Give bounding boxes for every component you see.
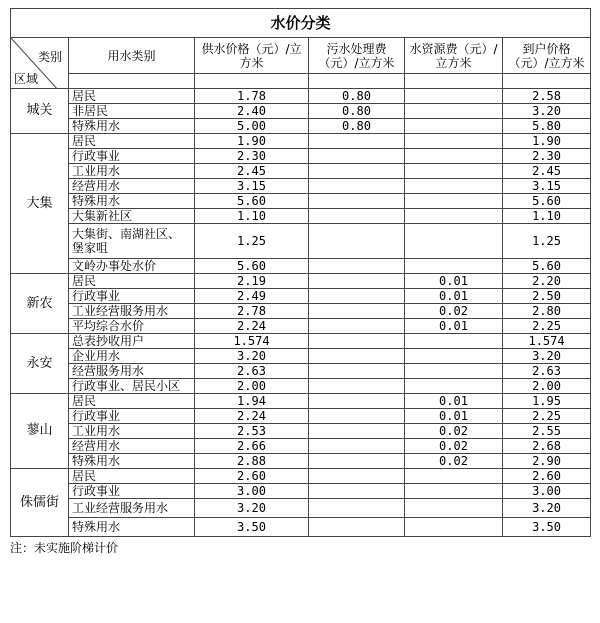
- supply-price-cell: 2.78: [195, 304, 309, 319]
- table-row: [11, 209, 591, 224]
- total-price-cell: 1.95: [503, 394, 591, 409]
- total-price-cell: 2.63: [503, 364, 591, 379]
- header-total-price: 到户价格（元）/立方米: [503, 38, 591, 74]
- water-type-cell: 文岭办事处水价: [69, 259, 195, 274]
- table-row: [11, 379, 591, 394]
- table-row: [11, 484, 591, 499]
- table-row: [11, 164, 591, 179]
- table-row: [11, 364, 591, 379]
- water-type-cell: 平均综合水价: [69, 319, 195, 334]
- total-price-cell: 2.20: [503, 274, 591, 289]
- sewage-fee-cell: [309, 349, 405, 364]
- water-type-cell: 居民: [69, 274, 195, 289]
- supply-price-cell: 5.60: [195, 194, 309, 209]
- total-price-cell: 3.20: [503, 499, 591, 518]
- sewage-fee-cell: [309, 289, 405, 304]
- sewage-fee-cell: [309, 424, 405, 439]
- total-price-cell: 5.80: [503, 119, 591, 134]
- resource-fee-cell: 0.02: [405, 454, 503, 469]
- sewage-fee-cell: [309, 334, 405, 349]
- table-row: [11, 134, 591, 149]
- total-price-cell: 3.50: [503, 518, 591, 537]
- water-type-cell: 企业用水: [69, 349, 195, 364]
- resource-fee-cell: [405, 364, 503, 379]
- resource-fee-cell: [405, 484, 503, 499]
- header-category-label: 类别: [37, 50, 62, 64]
- total-price-cell: 5.60: [503, 259, 591, 274]
- resource-fee-cell: 0.01: [405, 394, 503, 409]
- total-price-cell: 2.68: [503, 439, 591, 454]
- table-row: [11, 518, 591, 537]
- water-type-cell: 特殊用水: [69, 119, 195, 134]
- total-price-cell: 1.574: [503, 334, 591, 349]
- table-row: [11, 334, 591, 349]
- water-type-cell: 工业经营服务用水: [69, 499, 195, 518]
- total-price-cell: 2.58: [503, 89, 591, 104]
- water-type-cell: 居民: [69, 394, 195, 409]
- supply-price-cell: 3.20: [195, 349, 309, 364]
- water-type-cell: 大集新社区: [69, 209, 195, 224]
- total-price-cell: 3.00: [503, 484, 591, 499]
- resource-fee-cell: [405, 209, 503, 224]
- region-name: 永安: [11, 334, 69, 394]
- water-type-cell: 经营服务用水: [69, 364, 195, 379]
- supply-price-cell: 2.49: [195, 289, 309, 304]
- region-name: 大集: [11, 134, 69, 274]
- region-name: 蓼山: [11, 394, 69, 469]
- resource-fee-cell: 0.01: [405, 409, 503, 424]
- water-type-cell: 工业经营服务用水: [69, 304, 195, 319]
- total-price-cell: 2.80: [503, 304, 591, 319]
- resource-fee-cell: [405, 164, 503, 179]
- supply-price-cell: 2.60: [195, 469, 309, 484]
- water-type-cell: 特殊用水: [69, 518, 195, 537]
- resource-fee-cell: [405, 334, 503, 349]
- water-type-cell: 工业用水: [69, 424, 195, 439]
- supply-price-cell: 2.88: [195, 454, 309, 469]
- resource-fee-cell: [405, 119, 503, 134]
- table-row: [11, 274, 591, 289]
- total-price-cell: 2.25: [503, 409, 591, 424]
- total-price-cell: 3.20: [503, 349, 591, 364]
- supply-price-cell: 1.10: [195, 209, 309, 224]
- sewage-fee-cell: [309, 224, 405, 259]
- water-type-cell: 行政事业: [69, 484, 195, 499]
- water-type-cell: 行政事业: [69, 409, 195, 424]
- supply-price-cell: 5.00: [195, 119, 309, 134]
- table-row: [11, 104, 591, 119]
- table-row: [11, 409, 591, 424]
- sewage-fee-cell: [309, 379, 405, 394]
- table-row: [11, 149, 591, 164]
- sewage-fee-cell: [309, 518, 405, 537]
- supply-price-cell: 3.15: [195, 179, 309, 194]
- sewage-fee-cell: [309, 454, 405, 469]
- table-title: 水价分类: [11, 9, 591, 38]
- water-type-cell: 行政事业: [69, 149, 195, 164]
- supply-price-cell: 1.574: [195, 334, 309, 349]
- table-row: [11, 259, 591, 274]
- resource-fee-cell: [405, 224, 503, 259]
- table-row: [11, 119, 591, 134]
- supply-price-cell: 2.40: [195, 104, 309, 119]
- supply-price-cell: 1.90: [195, 134, 309, 149]
- table-row: [11, 89, 591, 104]
- resource-fee-cell: [405, 499, 503, 518]
- supply-price-cell: 2.19: [195, 274, 309, 289]
- water-type-cell: 经营用水: [69, 439, 195, 454]
- table-row: [11, 499, 591, 518]
- water-type-cell: 行政事业、居民小区: [69, 379, 195, 394]
- total-price-cell: 2.00: [503, 379, 591, 394]
- resource-fee-cell: 0.02: [405, 439, 503, 454]
- region-name: 城关: [11, 89, 69, 134]
- sewage-fee-cell: [309, 194, 405, 209]
- table-row: [11, 179, 591, 194]
- table-footnote: 注：未实施阶梯计价: [10, 541, 119, 555]
- resource-fee-cell: [405, 89, 503, 104]
- resource-fee-cell: 0.01: [405, 289, 503, 304]
- water-type-cell: 大集街、南湖社区、堡家咀: [69, 224, 195, 259]
- water-type-cell: 总表抄收用户: [69, 334, 195, 349]
- supply-price-cell: 1.78: [195, 89, 309, 104]
- water-type-cell: 经营用水: [69, 179, 195, 194]
- total-price-cell: 2.90: [503, 454, 591, 469]
- total-price-cell: 5.60: [503, 194, 591, 209]
- total-price-cell: 1.90: [503, 134, 591, 149]
- water-type-cell: 特殊用水: [69, 454, 195, 469]
- supply-price-cell: 2.24: [195, 319, 309, 334]
- table-row: [11, 424, 591, 439]
- sewage-fee-cell: 0.80: [309, 89, 405, 104]
- resource-fee-cell: [405, 518, 503, 537]
- header-water-type: 用水类别: [69, 38, 195, 74]
- resource-fee-cell: [405, 349, 503, 364]
- resource-fee-cell: 0.01: [405, 319, 503, 334]
- sewage-fee-cell: [309, 409, 405, 424]
- total-price-cell: 1.10: [503, 209, 591, 224]
- resource-fee-cell: [405, 379, 503, 394]
- total-price-cell: 2.50: [503, 289, 591, 304]
- sewage-fee-cell: [309, 319, 405, 334]
- total-price-cell: 2.55: [503, 424, 591, 439]
- header-sewage-fee: 污水处理费（元）/立方米: [309, 38, 405, 74]
- supply-price-cell: 2.66: [195, 439, 309, 454]
- diagonal-header-cell: [11, 38, 69, 89]
- region-name: 新农: [11, 274, 69, 334]
- sewage-fee-cell: 0.80: [309, 119, 405, 134]
- price-sheet: [10, 8, 590, 558]
- sewage-fee-cell: [309, 259, 405, 274]
- table-row: [11, 194, 591, 209]
- supply-price-cell: 3.00: [195, 484, 309, 499]
- resource-fee-cell: [405, 149, 503, 164]
- table-row: [11, 454, 591, 469]
- supply-price-cell: 1.94: [195, 394, 309, 409]
- supply-price-cell: 2.00: [195, 379, 309, 394]
- table-row: [11, 319, 591, 334]
- header-resource-fee: 水资源费（元）/立方米: [405, 38, 503, 74]
- table-row: [11, 349, 591, 364]
- total-price-cell: 3.20: [503, 104, 591, 119]
- water-type-cell: 居民: [69, 89, 195, 104]
- resource-fee-cell: [405, 194, 503, 209]
- supply-price-cell: 3.20: [195, 499, 309, 518]
- supply-price-cell: 1.25: [195, 224, 309, 259]
- table-row: [11, 439, 591, 454]
- supply-price-cell: 2.53: [195, 424, 309, 439]
- water-type-cell: 行政事业: [69, 289, 195, 304]
- resource-fee-cell: 0.01: [405, 274, 503, 289]
- sewage-fee-cell: [309, 484, 405, 499]
- resource-fee-cell: 0.02: [405, 304, 503, 319]
- table-row: [11, 289, 591, 304]
- supply-price-cell: 2.63: [195, 364, 309, 379]
- sewage-fee-cell: [309, 394, 405, 409]
- region-name: 侏儒街: [11, 469, 69, 537]
- sewage-fee-cell: [309, 164, 405, 179]
- sewage-fee-cell: [309, 499, 405, 518]
- supply-price-cell: 2.45: [195, 164, 309, 179]
- total-price-cell: 2.25: [503, 319, 591, 334]
- sewage-fee-cell: [309, 149, 405, 164]
- sewage-fee-cell: [309, 134, 405, 149]
- total-price-cell: 2.45: [503, 164, 591, 179]
- sewage-fee-cell: [309, 179, 405, 194]
- sewage-fee-cell: [309, 364, 405, 379]
- resource-fee-cell: [405, 259, 503, 274]
- total-price-cell: 1.25: [503, 224, 591, 259]
- supply-price-cell: 3.50: [195, 518, 309, 537]
- sewage-fee-cell: 0.80: [309, 104, 405, 119]
- water-type-cell: 居民: [69, 469, 195, 484]
- supply-price-cell: 2.24: [195, 409, 309, 424]
- sewage-fee-cell: [309, 439, 405, 454]
- resource-fee-cell: [405, 179, 503, 194]
- header-supply-price: 供水价格（元）/立方米: [195, 38, 309, 74]
- water-type-cell: 非居民: [69, 104, 195, 119]
- resource-fee-cell: [405, 104, 503, 119]
- table-row: [11, 469, 591, 484]
- water-type-cell: 居民: [69, 134, 195, 149]
- resource-fee-cell: 0.02: [405, 424, 503, 439]
- table-row: [11, 304, 591, 319]
- sewage-fee-cell: [309, 274, 405, 289]
- total-price-cell: 2.60: [503, 469, 591, 484]
- sewage-fee-cell: [309, 469, 405, 484]
- water-type-cell: 特殊用水: [69, 194, 195, 209]
- total-price-cell: 2.30: [503, 149, 591, 164]
- resource-fee-cell: [405, 134, 503, 149]
- resource-fee-cell: [405, 469, 503, 484]
- water-price-table: [10, 8, 591, 537]
- table-row: [11, 394, 591, 409]
- sewage-fee-cell: [309, 209, 405, 224]
- table-row: [11, 224, 591, 259]
- header-region-label: 区域: [14, 72, 39, 86]
- supply-price-cell: 2.30: [195, 149, 309, 164]
- water-type-cell: 工业用水: [69, 164, 195, 179]
- sewage-fee-cell: [309, 304, 405, 319]
- total-price-cell: 3.15: [503, 179, 591, 194]
- supply-price-cell: 5.60: [195, 259, 309, 274]
